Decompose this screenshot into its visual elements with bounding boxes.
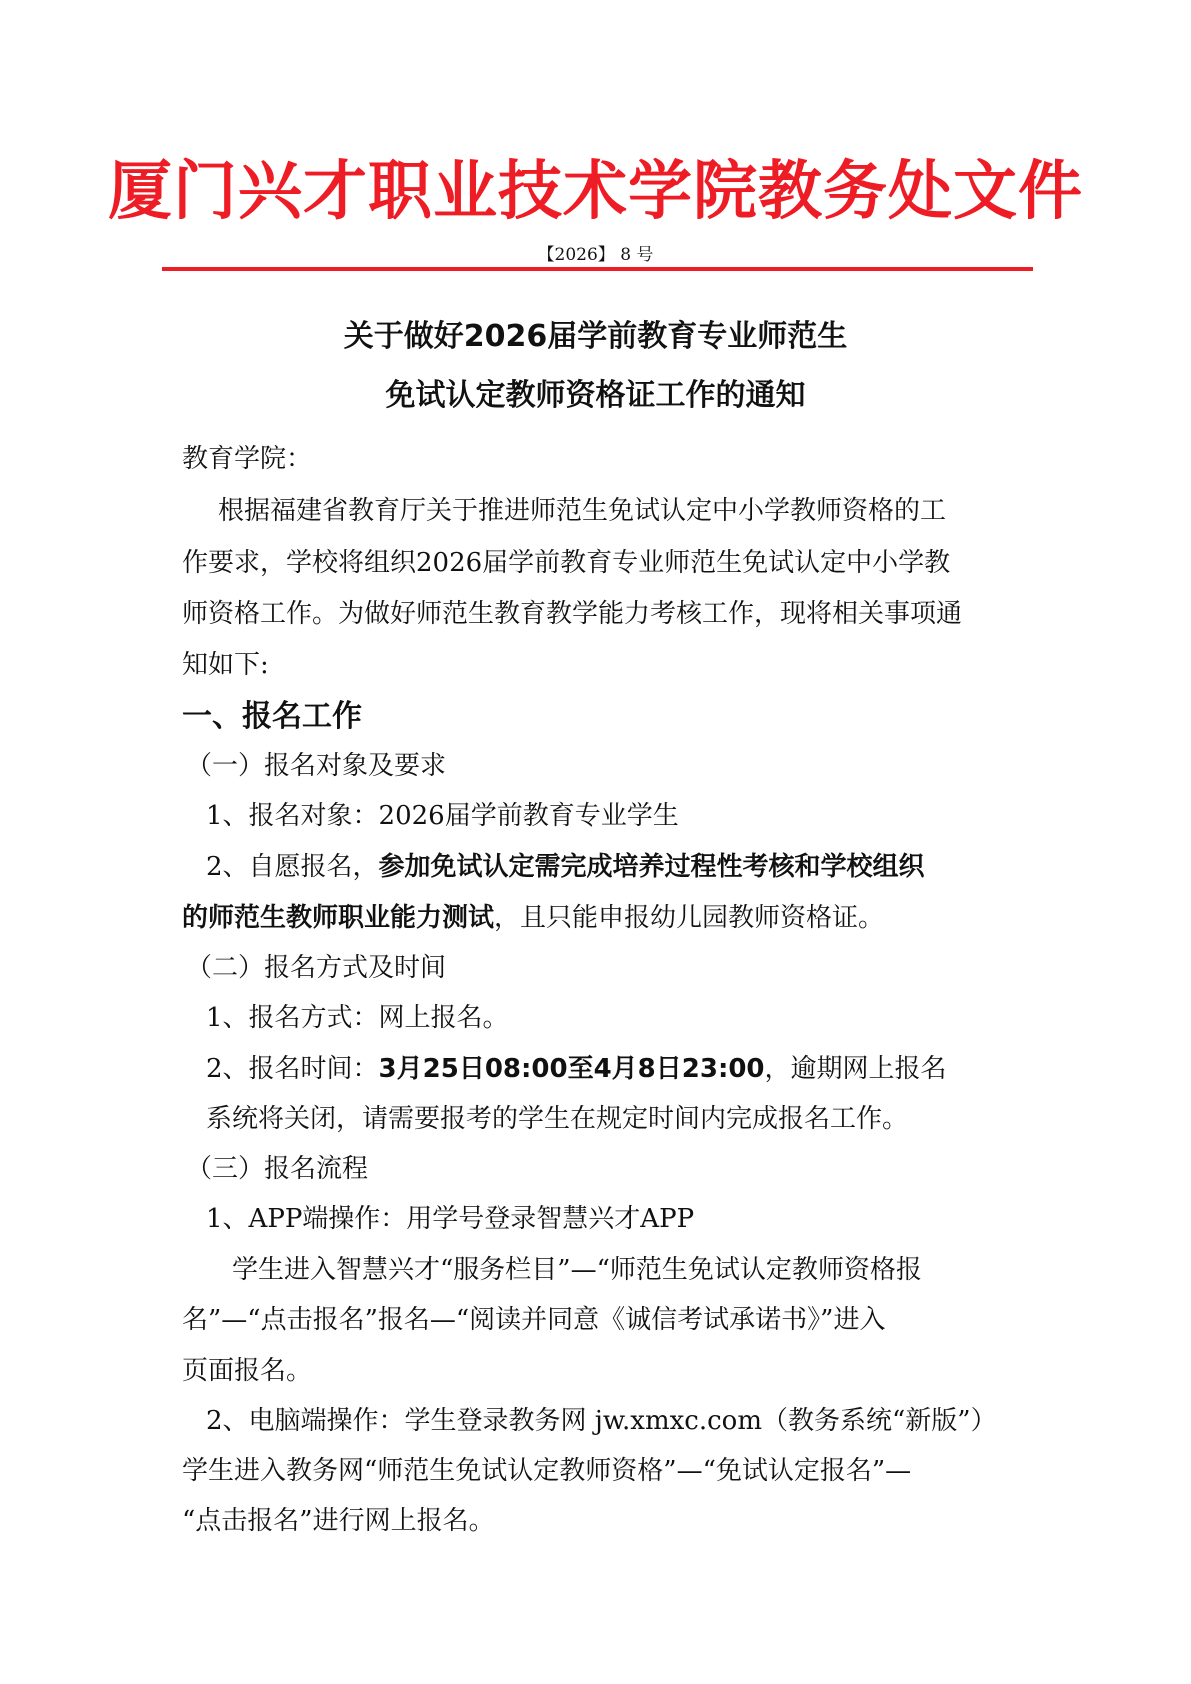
sub1-item-2-line-1 — [206, 849, 925, 885]
sub3-item-2-desc-line-1: 学生进入教务网“师范生免试认定教师资格”—“免试认定报名”— — [182, 1456, 912, 1486]
sub2-item-1: 1、报名方式：网上报名。 — [206, 1003, 509, 1033]
sub3-item-1-desc-line-2: 名”—“点击报名”报名—“阅读并同意《诚信考试承诺书》”进入 — [182, 1305, 886, 1335]
intro-line-4: 知如下: — [182, 650, 269, 680]
intro-line-1: 根据福建省教育厅关于推进师范生免试认定中小学教师资格的工 — [218, 496, 947, 526]
red-divider-rule — [162, 267, 1033, 271]
registration-time-range: 3月25日08:00至4月8日23:00 — [378, 1054, 765, 1084]
sub1-item-2-bold-part-1: 参加免试认定需完成培养过程性考核和学校组织 — [378, 852, 925, 882]
notice-title-line-1: 关于做好2026届学前教育专业师范生 — [343, 319, 848, 354]
sub1-item-2-line-2 — [182, 900, 884, 936]
sub2-item-2-line-1 — [206, 1051, 947, 1087]
sub2-item-2-prefix: 2、报名时间： — [206, 1054, 379, 1084]
sub1-item-1: 1、报名对象：2026届学前教育专业学生 — [206, 801, 679, 831]
sub1-item-2-suffix: ，且只能申报幼儿园教师资格证。 — [494, 903, 885, 933]
sub3-item-1-desc-line-1: 学生进入智慧兴才“服务栏目”—“师范生免试认定教师资格报 — [232, 1255, 922, 1285]
addressee: 教育学院： — [182, 444, 313, 474]
intro-line-3: 师资格工作。为做好师范生教育教学能力考核工作，现将相关事项通 — [182, 599, 963, 629]
sub3-item-1-desc-line-3: 页面报名。 — [182, 1356, 313, 1386]
subsection-heading-2: （二）报名方式及时间 — [186, 953, 447, 983]
sub3-item-2-pc: 2、电脑端操作：学生登录教务网 jw.xmxc.com（教务系统“新版”） — [206, 1406, 997, 1436]
document-number: 【2026】 8 号 — [537, 245, 654, 265]
sub2-item-2-line-2: 系统将关闭，请需要报考的学生在规定时间内完成报名工作。 — [206, 1104, 909, 1134]
subsection-heading-1: （一）报名对象及要求 — [186, 751, 447, 781]
notice-title-line-2: 免试认定教师资格证工作的通知 — [385, 378, 806, 413]
section-heading-registration: 一、报名工作 — [182, 699, 362, 734]
sub3-item-2-desc-line-2: “点击报名”进行网上报名。 — [182, 1506, 495, 1536]
document-header-title: 厦门兴才职业技术学院教务处文件 — [108, 154, 1083, 229]
sub1-item-2-bold-part-2: 的师范生教师职业能力测试 — [182, 903, 495, 933]
sub1-item-2-prefix: 2、自愿报名， — [206, 852, 379, 882]
sub2-item-2-suffix: ，逾期网上报名 — [764, 1054, 947, 1084]
sub3-item-1-app: 1、APP端操作：用学号登录智慧兴才APP — [206, 1204, 695, 1234]
intro-line-2: 作要求，学校将组织2026届学前教育专业师范生免试认定中小学教 — [182, 548, 951, 578]
subsection-heading-3: （三）报名流程 — [186, 1154, 369, 1184]
